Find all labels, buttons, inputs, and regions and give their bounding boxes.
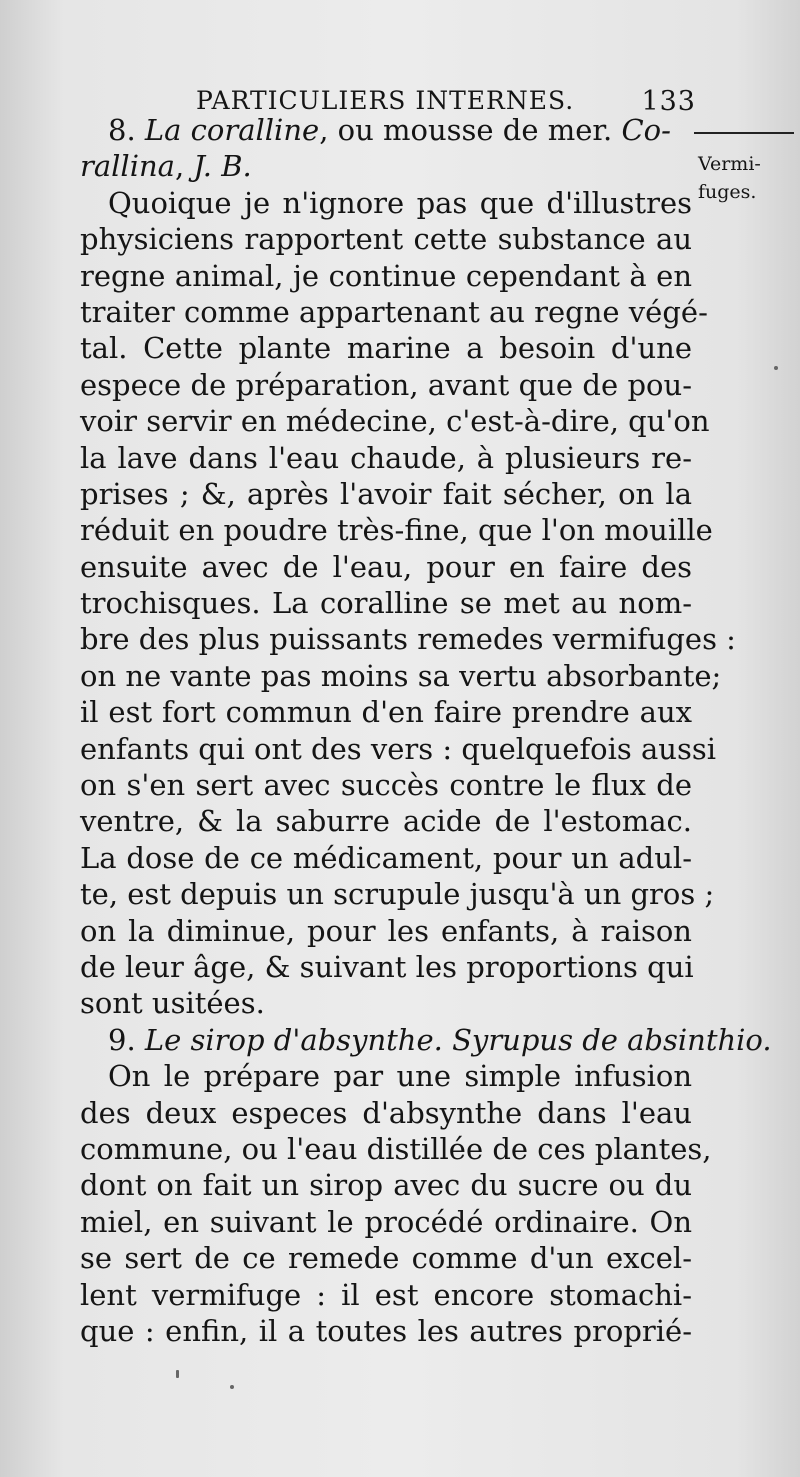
text-line: commune, ou l'eau distillée de ces plantes, (80, 1131, 712, 1166)
section-9-paragraph (80, 1058, 712, 1349)
text-line: physiciens rapportent cette substance au (80, 222, 692, 257)
section-8-heading (80, 112, 692, 148)
margin-rule (694, 132, 794, 134)
text-line: ventre, & la saburre acide de l'estomac. (80, 804, 692, 839)
text-line: te, est depuis un scrupule jusqu'à un gros ; (80, 877, 715, 912)
section-9-title-fr: Le sirop d'absynthe. (144, 1022, 443, 1057)
body-text (80, 112, 772, 1349)
running-title: PARTICULIERS INTERNES. (196, 86, 575, 115)
text-line: dont on fait un sirop avec du sucre ou du (80, 1168, 692, 1203)
text-line: lent vermifuge : il est encore stomachi- (80, 1277, 692, 1312)
text-line: La dose de ce médicament, pour un adul- (80, 840, 692, 875)
section-8-last-line: sont usitées. (80, 986, 265, 1021)
text-line: bre des plus puissants remedes vermifuges : (80, 622, 736, 657)
text-line: se sert de ce remede comme d'un excel- (80, 1241, 692, 1276)
section-8-author: J. B. (193, 149, 252, 184)
text-line: des deux especes d'absynthe dans l'eau (80, 1095, 692, 1130)
section-9-heading (80, 1022, 772, 1058)
text-line: trochisques. La coralline se met au nom- (80, 586, 692, 621)
section-9-title-la: Syrupus de absinthio. (452, 1022, 772, 1057)
section-9-number: 9. (108, 1022, 136, 1057)
text-line: tal. Cette plante marine a besoin d'une (80, 331, 692, 366)
section-8-heading-line-2 (80, 148, 692, 184)
text-line: il est fort commun d'en faire prendre aux (80, 695, 692, 730)
text-line: voir servir en médecine, c'est-à-dire, qu'on (80, 404, 710, 439)
section-8-separator: , (174, 149, 185, 184)
margin-note (698, 150, 798, 206)
section-8-paragraph (80, 185, 736, 986)
text-line: miel, en suivant le procédé ordinaire. On (80, 1204, 692, 1239)
margin-note-line-2: fuges. (698, 181, 757, 203)
ink-speck (774, 366, 778, 370)
ink-speck (176, 1370, 179, 1378)
section-8-title-rest: , ou mousse de mer. (319, 113, 613, 147)
text-line: ensuite avec de l'eau, pour en faire des (80, 549, 692, 584)
margin-note-line-1: Vermi- (698, 153, 761, 175)
text-line: que : enfin, il a toutes les autres proprié- (80, 1313, 692, 1348)
text-line: prises ; &, après l'avoir fait sécher, on la (80, 476, 692, 511)
text-line: on la diminue, pour les enfants, à raison (80, 913, 692, 948)
text-line: réduit en poudre très-fine, que l'on mouille (80, 513, 713, 548)
text-line: on s'en sert avec succès contre le flux de (80, 768, 692, 803)
text-line: On le prépare par une simple infusion (108, 1059, 692, 1094)
text-line: traiter comme appartenant au regne végé- (80, 294, 708, 329)
text-line: Quoique je n'ignore pas que d'illustres (108, 185, 692, 220)
section-8-number: 8. (108, 113, 136, 147)
section-8-latin-name: rallina (80, 149, 175, 184)
ink-speck (230, 1385, 234, 1389)
text-line: enfants qui ont des vers : quelquefois aussi (80, 731, 717, 766)
text-line: on ne vante pas moins sa vertu absorbante; (80, 658, 722, 693)
section-8-title-la: Co- (621, 113, 671, 147)
text-line: la lave dans l'eau chaude, à plusieurs re- (80, 440, 692, 475)
page-number: 133 (641, 86, 696, 117)
text-line: de leur âge, & suivant les proportions qui (80, 949, 694, 984)
section-8-title-fr: La coralline (144, 113, 320, 147)
text-line: regne animal, je continue cependant à en (80, 258, 692, 293)
text-line: espece de préparation, avant que de pou- (80, 367, 692, 402)
